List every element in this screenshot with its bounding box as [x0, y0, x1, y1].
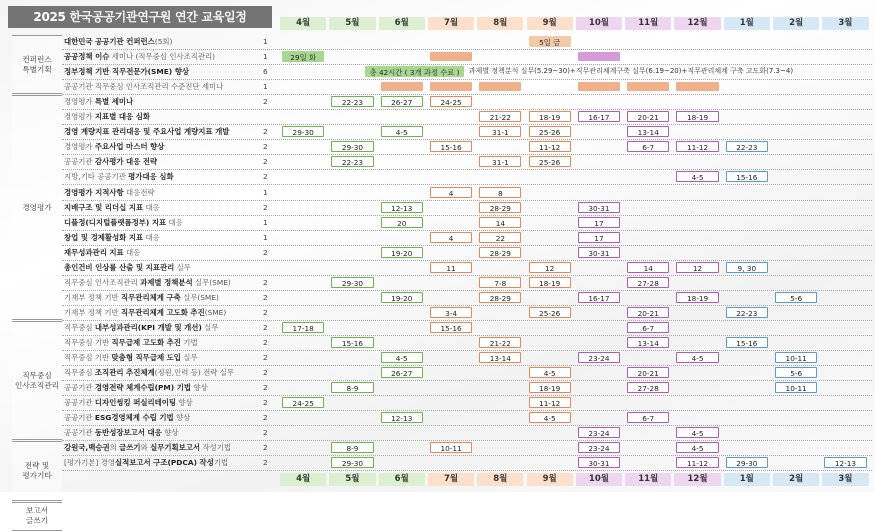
- schedule-date[interactable]: 21-22: [479, 337, 521, 348]
- month-footer-4: 7월: [428, 473, 474, 486]
- schedule-date[interactable]: 4-5: [529, 412, 571, 423]
- schedule-bar[interactable]: [627, 82, 669, 91]
- month-header-3: 6월: [379, 17, 425, 30]
- course-name-part: 향상: [161, 428, 179, 438]
- session-count: 2: [263, 338, 268, 347]
- schedule-date-label[interactable]: 29일 화: [282, 51, 324, 62]
- session-count: 2: [263, 292, 268, 302]
- course-name-part: 대한민국 공공기관 컨퍼런스: [64, 37, 155, 46]
- course-name-part: 경영 계량지표 관리대응 및 주요사업 계량지표 개발: [64, 127, 230, 137]
- schedule-date[interactable]: 30-31: [578, 247, 620, 258]
- schedule-date[interactable]: 21-22: [479, 111, 521, 122]
- schedule-date[interactable]: 23-24: [578, 352, 620, 363]
- schedule-date[interactable]: 31-1: [479, 156, 521, 167]
- course-name-part: [평가기본] 경영: [64, 458, 115, 468]
- course-name-part: 직무관리체계 고도화 추진: [121, 307, 205, 317]
- table-row: [62, 275, 872, 291]
- table-row: [62, 200, 872, 216]
- session-count: 2: [263, 322, 268, 332]
- schedule-date[interactable]: 20-21: [627, 307, 669, 318]
- course-name-part: 디자인씽킹 퍼실리테이팅: [94, 398, 177, 408]
- month-header-12: 3월: [822, 17, 868, 30]
- course-name[interactable]: [64, 65, 189, 79]
- schedule-date[interactable]: 27-28: [627, 382, 669, 393]
- course-name-part: (5회): [154, 37, 173, 46]
- course-name-part: 기법: [180, 338, 198, 347]
- schedule-date[interactable]: 30-31: [578, 457, 620, 468]
- course-note: 과제별 정책분석 실무(5.29~30)+직무관리체계구축 실무(6.19~20)+직무관리체계 구축 고도화(7.3~4): [468, 67, 794, 76]
- schedule-date[interactable]: 29-30: [331, 141, 373, 152]
- table-row: [62, 79, 872, 95]
- page-title: 2025 한국공공기관연구원 연간 교육일정: [8, 6, 272, 28]
- month-footer-8: 11월: [625, 473, 671, 486]
- month-footer-2: 5월: [329, 473, 375, 486]
- schedule-date[interactable]: 25-26: [529, 307, 571, 318]
- schedule-date[interactable]: 24-25: [430, 96, 472, 107]
- table-row: [62, 154, 872, 170]
- course-name-part: 지표별 대응 심화: [94, 112, 151, 122]
- schedule-date[interactable]: 24-25: [282, 397, 324, 408]
- schedule-date[interactable]: 17: [578, 217, 620, 228]
- month-footer-3: 6월: [379, 473, 425, 486]
- course-name-part: 지배구조 및 리더십 지표: [64, 202, 144, 212]
- session-count: 1: [263, 187, 268, 197]
- course-name-part: 경영평가: [64, 112, 95, 122]
- course-name-part: 특별 세미나: [94, 97, 134, 107]
- course-name[interactable]: [64, 216, 183, 230]
- schedule-bar[interactable]: [430, 52, 472, 61]
- schedule-date[interactable]: 14: [627, 262, 669, 273]
- course-name-part: 작성기법: [200, 443, 231, 453]
- schedule-date[interactable]: 4-5: [529, 367, 571, 378]
- schedule-date[interactable]: 18-19: [529, 111, 571, 122]
- course-name-part: 강원국,백승권: [64, 443, 110, 453]
- schedule-date[interactable]: 9, 30: [726, 262, 768, 273]
- table-row: [62, 94, 872, 110]
- schedule-date[interactable]: 10-11: [775, 352, 817, 363]
- section-3: 직무중심 인사조직관리: [12, 321, 62, 440]
- course-name[interactable]: [64, 351, 198, 365]
- table-row: [62, 290, 872, 306]
- month-footer-11: 2월: [773, 473, 819, 486]
- course-name[interactable]: [64, 441, 231, 455]
- course-name[interactable]: [64, 246, 140, 260]
- course-name-part: 글쓰기: [119, 443, 141, 453]
- session-count: 2: [263, 142, 268, 152]
- schedule-date[interactable]: 26-27: [381, 367, 423, 378]
- course-name-part: 직무중심 기반: [64, 338, 112, 347]
- course-name[interactable]: [64, 186, 155, 200]
- session-count: 2: [263, 127, 268, 137]
- course-name-part: 대응: [166, 217, 183, 227]
- schedule-date[interactable]: 3-4: [430, 307, 472, 318]
- table-row: [62, 350, 872, 366]
- schedule-date[interactable]: 28-29: [479, 247, 521, 258]
- schedule-date[interactable]: 22: [479, 232, 521, 243]
- session-count: 1: [263, 82, 268, 92]
- course-name-part: 경영평가 지적사항: [64, 187, 124, 197]
- schedule-date[interactable]: 11-12: [529, 397, 571, 408]
- schedule-date[interactable]: 4-5: [676, 442, 718, 453]
- course-name-part: 재무성과관리 지표: [64, 247, 124, 257]
- course-name-part: 경영전략 체계수립(PM) 기법: [94, 383, 191, 393]
- schedule-date[interactable]: 27-28: [627, 277, 669, 288]
- course-name-part: 실적보고서 구조(PDCA) 작성: [114, 458, 214, 468]
- session-count: 2: [263, 428, 268, 438]
- course-name-part: 공공기관 직무중심 인사조직관리 수준진단 세미나: [64, 82, 224, 92]
- table-row: [62, 230, 872, 246]
- schedule-date[interactable]: 12-13: [824, 457, 866, 468]
- course-name-part: 향상: [191, 383, 208, 393]
- schedule-bar[interactable]: [430, 82, 472, 91]
- schedule-date[interactable]: 11-12: [676, 457, 718, 468]
- table-row: [62, 455, 872, 471]
- course-name-part: 실무: [180, 353, 198, 363]
- schedule-date[interactable]: 7-8: [479, 277, 521, 288]
- schedule-date[interactable]: 17-18: [282, 322, 324, 333]
- schedule-date[interactable]: 4-5: [381, 352, 423, 363]
- month-header-7: 10월: [576, 17, 622, 30]
- course-name-part: 디플정(디지털플랫폼정부) 지표: [64, 217, 167, 227]
- course-name[interactable]: [64, 321, 218, 335]
- course-name-part: 대응: [123, 247, 141, 257]
- schedule-date[interactable]: 28-29: [479, 292, 521, 303]
- month-footer-7: 10월: [576, 473, 622, 486]
- course-name-part: 과제별 정책분석: [140, 277, 193, 287]
- month-footer-9: 12월: [674, 473, 720, 486]
- course-name-part: 직무급제 고도화 추진: [111, 338, 181, 347]
- session-count: 2: [263, 307, 268, 317]
- schedule-date[interactable]: 23-24: [578, 442, 620, 453]
- course-name[interactable]: [64, 125, 229, 139]
- schedule-date[interactable]: 4-5: [676, 171, 718, 182]
- schedule-date[interactable]: 13-14: [627, 337, 669, 348]
- session-count: 2: [263, 202, 268, 212]
- course-name[interactable]: [64, 35, 172, 49]
- schedule-date[interactable]: 11-12: [676, 141, 718, 152]
- session-count: 1: [263, 217, 268, 227]
- course-name[interactable]: [64, 411, 190, 425]
- table-row: [62, 305, 872, 321]
- schedule-date[interactable]: 5-6: [775, 292, 817, 303]
- schedule-date[interactable]: 8-9: [331, 382, 373, 393]
- schedule-date[interactable]: 6-7: [627, 322, 669, 333]
- schedule-date[interactable]: 14: [479, 217, 521, 228]
- course-name-part: 실무: [201, 322, 219, 332]
- session-count: 2: [263, 383, 268, 393]
- month-header-9: 12월: [674, 17, 720, 30]
- course-name-part: 대응: [143, 202, 160, 212]
- session-count: 1: [263, 52, 268, 62]
- course-name[interactable]: [64, 381, 208, 395]
- month-header-4: 7월: [428, 17, 474, 30]
- course-name[interactable]: [64, 231, 160, 245]
- schedule-date[interactable]: 23-24: [578, 427, 620, 438]
- schedule-date[interactable]: 6-7: [627, 412, 669, 423]
- schedule-date[interactable]: 13-14: [479, 352, 521, 363]
- course-name-part: 총인건비 인상률 산출 및 지표관리: [64, 262, 175, 272]
- course-name-part: 감사평가 대응 전략: [94, 157, 158, 167]
- schedule-date[interactable]: 4-5: [381, 126, 423, 137]
- schedule-date[interactable]: 22-23: [726, 141, 768, 152]
- schedule-date[interactable]: 13-14: [627, 126, 669, 137]
- table-row: [62, 139, 872, 155]
- course-name-part: 기법: [213, 458, 229, 468]
- month-footer-6: 9월: [527, 473, 573, 486]
- schedule-date[interactable]: 20-21: [627, 111, 669, 122]
- table-row: [62, 124, 872, 140]
- course-name-part: 동반성장보고서 대응: [94, 428, 162, 438]
- session-count: 2: [263, 277, 268, 287]
- course-name-part: 조직관리 추진체계: [94, 368, 155, 378]
- month-footer-1: 4월: [280, 473, 326, 486]
- course-name-part: 공공기관: [64, 428, 95, 438]
- schedule-bar[interactable]: [381, 82, 423, 91]
- course-name-part: 공공기관: [64, 413, 95, 423]
- month-header-10: 1월: [724, 17, 770, 30]
- session-count: 2: [263, 247, 268, 257]
- session-count: 1: [263, 37, 268, 46]
- course-name-part: 창업 및 경제활성화 지표: [64, 232, 144, 242]
- course-name-part: 대응: [143, 232, 160, 242]
- schedule-date[interactable]: 15-16: [331, 337, 373, 348]
- course-name[interactable]: [64, 140, 164, 154]
- month-header-2: 5월: [329, 17, 375, 30]
- schedule-bar[interactable]: [676, 82, 718, 91]
- schedule-date[interactable]: 31-1: [479, 126, 521, 137]
- course-name-part: 실무기획보고서: [150, 443, 201, 453]
- course-name-part: 직무중심 기반: [64, 353, 112, 363]
- table-row: [62, 395, 872, 411]
- month-header-6: 9월: [527, 17, 573, 30]
- course-name-part: 평가대응 심화: [128, 172, 174, 182]
- schedule-date[interactable]: 12: [676, 262, 718, 273]
- schedule-date[interactable]: 12-13: [381, 202, 423, 213]
- session-count: 2: [263, 413, 268, 423]
- session-count: 2: [263, 368, 268, 378]
- schedule-date[interactable]: 8: [479, 187, 521, 198]
- schedule-date[interactable]: 15-16: [726, 337, 768, 348]
- section-1: 컨퍼런스 특별기획: [12, 35, 62, 94]
- section-2: 경영평가: [12, 95, 62, 320]
- schedule-date[interactable]: 18-19: [529, 277, 571, 288]
- course-name-part: 내부성과관리(KPI 개발 및 개선): [94, 322, 202, 332]
- course-name-part: 공공정책 이슈: [64, 52, 110, 62]
- table-row: [62, 440, 872, 456]
- course-name-part: 세미나 (직무중심 인사조직관리): [109, 52, 216, 62]
- schedule-date[interactable]: 22-23: [331, 156, 373, 167]
- course-name-part: 대응전략: [123, 187, 155, 197]
- schedule-date-label[interactable]: 5일 금: [529, 36, 571, 47]
- table-row: [62, 169, 872, 185]
- schedule-date[interactable]: 19-20: [381, 292, 423, 303]
- schedule-date[interactable]: 20: [381, 217, 423, 228]
- session-count: 2: [263, 157, 268, 167]
- schedule-date[interactable]: 15-16: [726, 171, 768, 182]
- course-name-part: 기재부 정책 기반: [64, 292, 122, 302]
- month-header-8: 11월: [625, 17, 671, 30]
- schedule-date[interactable]: 26-27: [381, 96, 423, 107]
- schedule-date[interactable]: 10-11: [430, 442, 472, 453]
- session-count: 2: [263, 97, 268, 107]
- course-name-part: 경영평가: [64, 97, 95, 107]
- course-name-part: 향상: [173, 413, 191, 423]
- course-name[interactable]: [64, 80, 223, 94]
- course-name[interactable]: [64, 456, 228, 470]
- schedule-date[interactable]: 4-5: [676, 427, 718, 438]
- table-row: [62, 335, 872, 351]
- schedule-date[interactable]: 5-6: [775, 367, 817, 378]
- month-footer-12: 3월: [822, 473, 868, 486]
- schedule-date[interactable]: 12: [529, 262, 571, 273]
- schedule-bar[interactable]: [578, 52, 620, 61]
- course-name[interactable]: [64, 110, 150, 124]
- table-row: [62, 410, 872, 426]
- session-count: 6: [263, 67, 268, 77]
- course-name-part: 공공기관: [64, 398, 95, 408]
- section-5: 보고서 글쓰기: [12, 502, 62, 531]
- schedule-date[interactable]: 25-26: [529, 126, 571, 137]
- section-4: 전략 및 평가기타: [12, 441, 62, 500]
- course-name-part: 실무: [174, 262, 191, 272]
- schedule-date[interactable]: 4-5: [676, 352, 718, 363]
- table-row: [62, 260, 872, 276]
- schedule-date[interactable]: 18-19: [676, 111, 718, 122]
- schedule-date-label[interactable]: 총 42시간 ( 3개 과정 수료 ): [365, 66, 464, 77]
- month-header-5: 8월: [477, 17, 523, 30]
- course-name[interactable]: [64, 291, 219, 305]
- schedule-date[interactable]: 4: [430, 187, 472, 198]
- month-header-1: 4월: [280, 17, 326, 30]
- course-name-part: 주요사업 마스터 향상: [94, 142, 165, 152]
- schedule-date[interactable]: 22-23: [331, 96, 373, 107]
- month-footer-5: 8월: [477, 473, 523, 486]
- schedule-date[interactable]: 19-20: [381, 247, 423, 258]
- schedule-date[interactable]: 16-17: [578, 111, 620, 122]
- schedule-date[interactable]: 17: [578, 232, 620, 243]
- schedule-date[interactable]: 28-29: [479, 202, 521, 213]
- month-header-11: 2월: [773, 17, 819, 30]
- schedule-date[interactable]: 29-30: [282, 126, 324, 137]
- course-name-part: 기재부 정책 기반: [64, 307, 122, 317]
- course-name-part: 와: [140, 443, 151, 453]
- session-count: 2: [263, 458, 268, 468]
- schedule-date[interactable]: 12-13: [381, 412, 423, 423]
- course-name[interactable]: [64, 396, 193, 410]
- schedule-date[interactable]: 20-21: [627, 367, 669, 378]
- course-name[interactable]: [64, 336, 198, 350]
- schedule-date[interactable]: 11: [430, 262, 472, 273]
- course-name-part: 지방,기타 공공기관: [64, 172, 129, 182]
- schedule-date[interactable]: 18-19: [676, 292, 718, 303]
- course-name[interactable]: [64, 366, 234, 380]
- course-name-part: 직무관리체계 구축: [121, 292, 181, 302]
- course-name-part: (정원,인력 등) 전략 실무: [154, 368, 235, 378]
- session-count: 2: [263, 172, 268, 182]
- table-row: [62, 185, 872, 201]
- schedule-date[interactable]: 10-11: [775, 382, 817, 393]
- schedule-bar[interactable]: [578, 82, 620, 91]
- schedule-date[interactable]: 22-23: [726, 307, 768, 318]
- course-name-part: 공공기관: [64, 157, 95, 167]
- course-name[interactable]: [64, 50, 215, 64]
- course-name-part: 실무(SME): [192, 277, 231, 287]
- schedule-date[interactable]: 6-7: [627, 141, 669, 152]
- table-row: [62, 49, 872, 65]
- course-name-part: ESG경영체계 수립 기법: [94, 413, 174, 423]
- table-row: [62, 64, 872, 80]
- schedule-date[interactable]: 11-12: [529, 141, 571, 152]
- session-count: 2: [263, 443, 268, 453]
- table-row: [62, 380, 872, 396]
- schedule-date[interactable]: 30-31: [578, 202, 620, 213]
- month-footer-10: 1월: [724, 473, 770, 486]
- table-row: [62, 245, 872, 261]
- course-name[interactable]: [64, 426, 178, 440]
- schedule-date[interactable]: 15-16: [430, 141, 472, 152]
- course-name-part: (SME): [204, 307, 227, 317]
- schedule-date[interactable]: 15-16: [430, 322, 472, 333]
- session-count: 2: [263, 353, 268, 363]
- course-name-part: 경영평가: [64, 142, 95, 152]
- course-name-part: 직무중심: [64, 368, 95, 378]
- schedule-date[interactable]: 4: [430, 232, 472, 243]
- schedule-date[interactable]: 18-19: [529, 382, 571, 393]
- course-name-part: 실무(SME): [180, 292, 219, 302]
- schedule-date[interactable]: 29-30: [331, 457, 373, 468]
- course-name[interactable]: [64, 201, 160, 215]
- table-row: [62, 320, 872, 336]
- schedule-date[interactable]: 29-30: [331, 277, 373, 288]
- course-name[interactable]: [64, 170, 174, 184]
- course-name-part: 직무중심 인사조직관리: [64, 277, 141, 287]
- table-row: [62, 34, 872, 50]
- course-name[interactable]: [64, 306, 226, 320]
- table-row: [62, 109, 872, 125]
- course-name-part: 맞춤형 직무급제 도입: [111, 353, 181, 363]
- course-name[interactable]: [64, 155, 157, 169]
- schedule-date[interactable]: 16-17: [578, 292, 620, 303]
- schedule-date[interactable]: 8-9: [331, 442, 373, 453]
- course-name[interactable]: [64, 95, 133, 109]
- schedule-date[interactable]: 29-30: [726, 457, 768, 468]
- course-name-part: 의: [109, 443, 120, 453]
- course-name-part: 향상: [176, 398, 193, 408]
- session-count: 1: [263, 232, 268, 242]
- table-row: [62, 425, 872, 441]
- course-name-part: 정부정책 기반 직무전문가(SME) 향상: [64, 67, 190, 77]
- schedule-bar[interactable]: [479, 82, 521, 91]
- course-name[interactable]: [64, 261, 191, 275]
- course-name[interactable]: [64, 276, 231, 290]
- table-row: [62, 365, 872, 381]
- course-name-part: 공공기관: [64, 383, 95, 393]
- session-count: 2: [263, 398, 268, 408]
- course-name-part: 직무중심: [64, 322, 95, 332]
- schedule-date[interactable]: 25-26: [529, 156, 571, 167]
- table-row: [62, 215, 872, 231]
